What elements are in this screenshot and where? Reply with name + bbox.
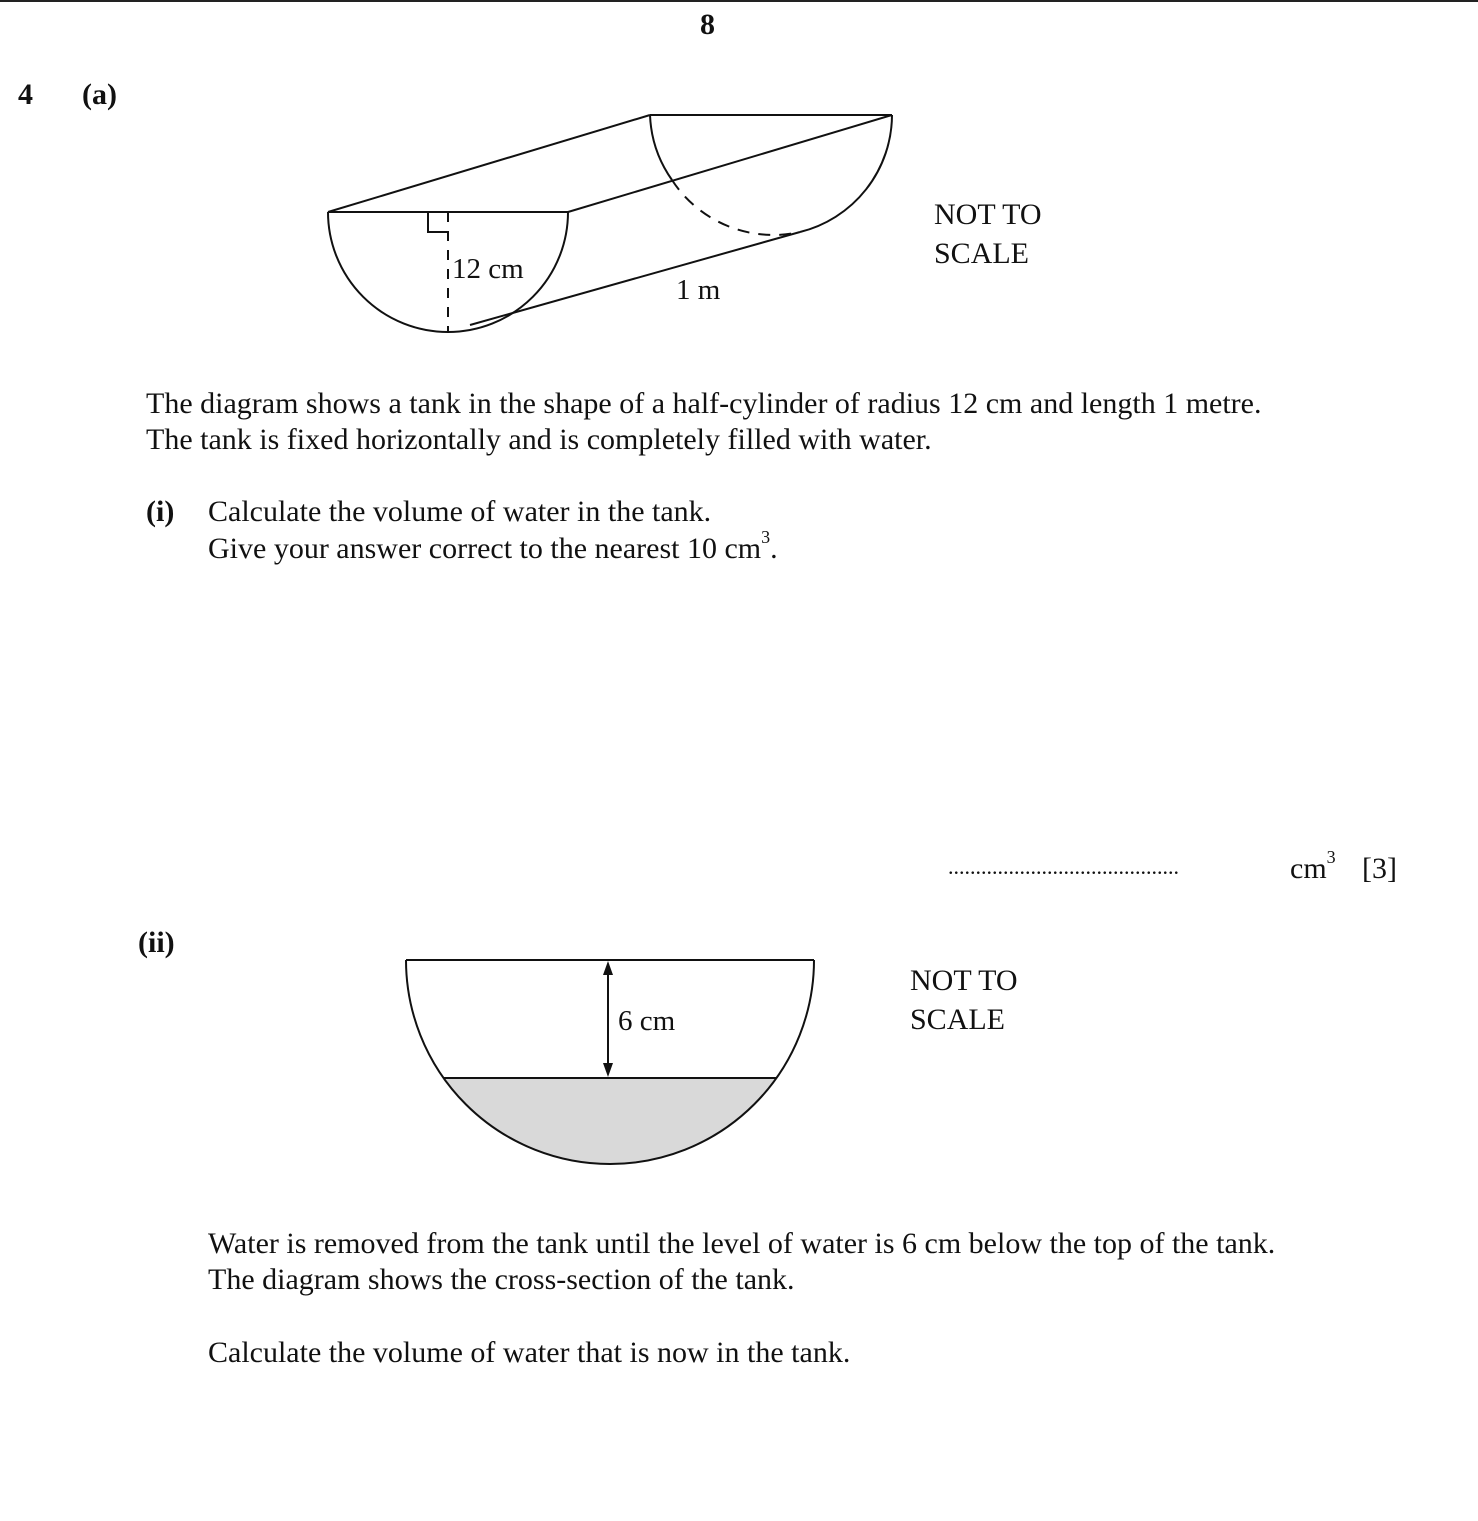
answer-unit-i bbox=[1290, 847, 1336, 886]
question-part-label: (a) bbox=[82, 78, 117, 111]
scale-note-1-line2: SCALE bbox=[934, 237, 1030, 270]
depth-label: 6 cm bbox=[618, 1005, 676, 1037]
scale-note-2-line2: SCALE bbox=[910, 1003, 1006, 1036]
part-i-line2-suffix: . bbox=[770, 532, 778, 565]
question-number: 4 bbox=[18, 78, 33, 111]
marks-i: [3] bbox=[1362, 852, 1397, 885]
part-i-line2 bbox=[208, 527, 778, 566]
scale-note-2-line1: NOT TO bbox=[910, 964, 1018, 997]
answer-unit-i-sup: 3 bbox=[1326, 847, 1336, 867]
back-semicircle-hidden bbox=[672, 180, 800, 235]
depth-arrow-head-up bbox=[603, 961, 613, 975]
page-number: 8 bbox=[700, 8, 715, 41]
depth-arrow-head-down bbox=[603, 1063, 613, 1077]
length-label: 1 m bbox=[676, 274, 721, 306]
scale-note-1-line1: NOT TO bbox=[934, 198, 1042, 231]
cross-section-diagram bbox=[0, 930, 1478, 1180]
part-ii-label: (ii) bbox=[138, 926, 175, 959]
answer-line-i[interactable]: .......................................... bbox=[948, 854, 1179, 879]
part-ii-line1: Water is removed from the tank until the level of water is 6 cm below the top of the tank. bbox=[208, 1227, 1276, 1260]
intro-line-1: The diagram shows a tank in the shape of a half-cylinder of radius 12 cm and length 1 metre. bbox=[146, 387, 1262, 420]
part-i-label: (i) bbox=[146, 495, 175, 528]
back-semicircle-visible-left bbox=[650, 115, 672, 180]
back-semicircle-visible bbox=[800, 115, 892, 232]
part-i-line2-sup: 3 bbox=[761, 527, 771, 547]
tank-diagram bbox=[0, 0, 1478, 360]
answer-unit-i-text: cm bbox=[1290, 852, 1327, 885]
part-i-line2-prefix: Give your answer correct to the nearest 10 cm bbox=[208, 532, 762, 565]
part-ii-line3: Calculate the volume of water that is now in the tank. bbox=[208, 1336, 851, 1369]
right-angle-marker bbox=[428, 212, 448, 232]
water-region bbox=[444, 1078, 776, 1163]
part-ii-line2: The diagram shows the cross-section of the tank. bbox=[208, 1263, 795, 1296]
left-length-edge bbox=[328, 115, 650, 212]
radius-label: 12 cm bbox=[452, 253, 524, 285]
right-length-edge bbox=[568, 115, 892, 212]
part-i-line1: Calculate the volume of water in the tank. bbox=[208, 495, 712, 528]
intro-line-2: The tank is fixed horizontally and is completely filled with water. bbox=[146, 423, 932, 456]
